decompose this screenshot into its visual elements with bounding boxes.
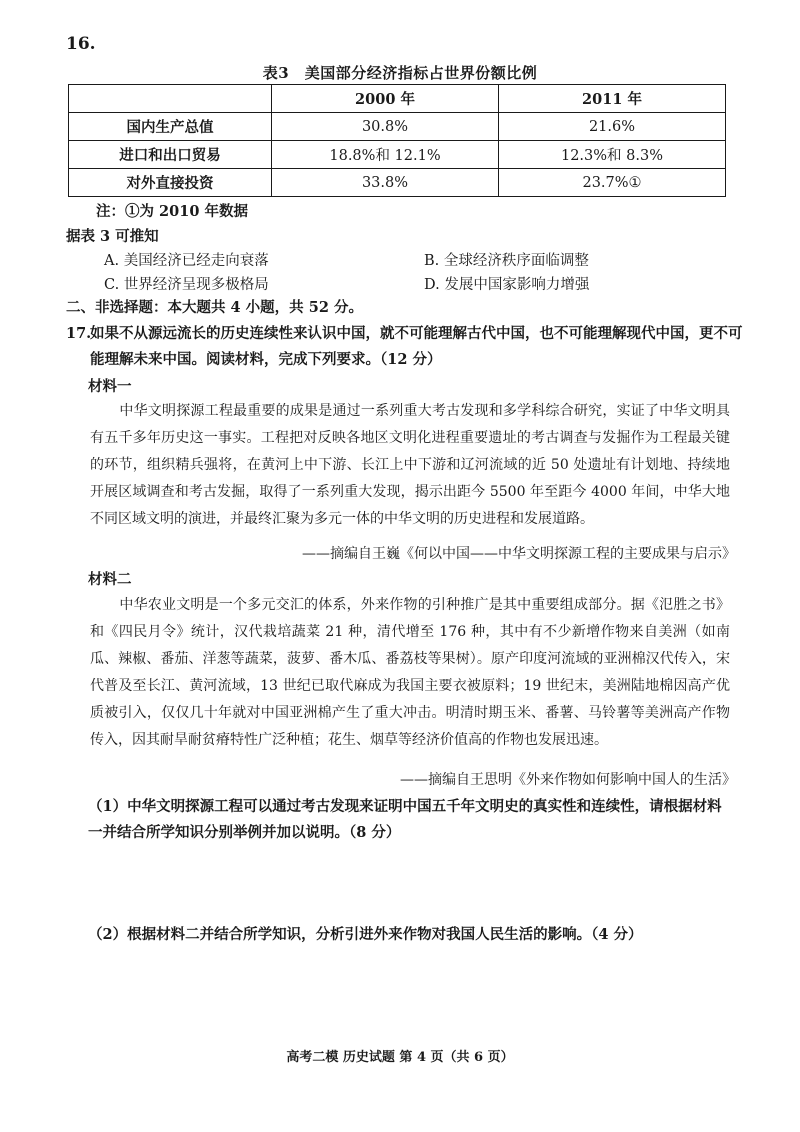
table-cell: 18.8%和 12.1% [272,141,499,169]
table-cell: 对外直接投资 [69,169,272,197]
question-17-number: 17. [66,325,92,342]
material-2-title: 材料二 [88,571,132,588]
economic-indicator-table [68,84,726,197]
material-1-source: ——摘编自王巍《何以中国——中华文明探源工程的主要成果与启示》 [302,546,736,562]
table-cell: 12.3%和 8.3% [499,141,726,169]
material-2-text: 中华农业文明是一个多元交汇的体系，外来作物的引种推广是其中重要组成部分。据《氾胜之书》和《四民月令》统计，汉代栽培蔬菜 21 种，清代增至 176 种，其中有不少新增作物来自美洲（如南瓜、辣椒、番茄、洋葱等蔬菜，菠萝、番木瓜、番荔枝等果树）。原产印度河流域的亚洲棉汉代传入，宋代普及至长江、黄河流域，13 世纪已取代麻成为我国主要衣被原料；19 世纪末，美洲陆地棉因高产优质被引入，仅仅几十年就对中国亚洲棉产生了重大冲击。明清时期玉米、番薯、马铃薯等美洲高产作物传入，因其耐旱耐贫瘠特性广泛种植；花生、烟草等经济价值高的作物也发展迅速。 [90,597,730,748]
section-heading: 二、非选择题：本大题共 4 小题，共 52 分。 [66,299,363,316]
table-cell: 23.7%① [499,169,726,197]
material-1-title: 材料一 [88,378,132,395]
question-16-number: 16. [66,34,96,54]
option-d[interactable]: D. 发展中国家影响力增强 [424,277,590,293]
option-b[interactable]: B. 全球经济秩序面临调整 [424,253,589,269]
question-17 [66,321,746,373]
table-cell: 30.8% [272,113,499,141]
sub-question-2: （2）根据材料二并结合所学知识，分析引进外来作物对我国人民生活的影响。（4 分） [88,926,643,943]
option-c[interactable]: C. 世界经济呈现多极格局 [104,277,269,293]
material-1-body [90,398,730,533]
page-footer: 高考二模 历史试题 第 4 页（共 6 页） [286,1050,514,1065]
material-1-text: 中华文明探源工程最重要的成果是通过一系列重大考古发现和多学科综合研究，实证了中华文明具有五千多年历史这一事实。工程把对反映各地区文明化进程重要遗址的考古调查与发掘作为工程最关键的环节，组织精兵强将，在黄河上中下游、长江上中下游和辽河流域的近 50 处遗址有计划地、持续地开展区域调查和考古发掘，取得了一系列重大发现，揭示出距今 5500 年至距今 4000 年间，中华大地不同区域文明的演进，并最终汇聚为多元一体的中华文明的历史进程和发展道路。 [90,403,730,527]
question-16-stem: 据表 3 可推知 [66,228,159,245]
option-a[interactable]: A. 美国经济已经走向衰落 [104,253,269,269]
sub-question-1: （1）中华文明探源工程可以通过考古发现来证明中国五千年文明史的真实性和连续性，请根据材料一并结合所学知识分别举例并加以说明。（8 分） [88,798,722,841]
material-2-body [90,592,730,754]
material-2-source: ——摘编自王思明《外来作物如何影响中国人的生活》 [400,772,736,788]
table-cell: 33.8% [272,169,499,197]
table-header-cell [69,85,272,113]
table-cell: 进口和出口贸易 [69,141,272,169]
question-17-prompt: 如果不从源远流长的历史连续性来认识中国，就不可能理解古代中国，也不可能理解现代中国，更不可能理解未来中国。阅读材料，完成下列要求。（12 分） [90,325,743,368]
table-cell: 国内生产总值 [69,113,272,141]
table-row [69,169,726,197]
table-header-cell: 2000 年 [272,85,499,113]
table-header-row [69,85,726,113]
table-caption: 表3 美国部分经济指标占世界份额比例 [262,64,538,82]
table-cell: 21.6% [499,113,726,141]
table-header-cell: 2011 年 [499,85,726,113]
table-row [69,141,726,169]
table-row [69,113,726,141]
table-note: 注：①为 2010 年数据 [96,203,248,220]
